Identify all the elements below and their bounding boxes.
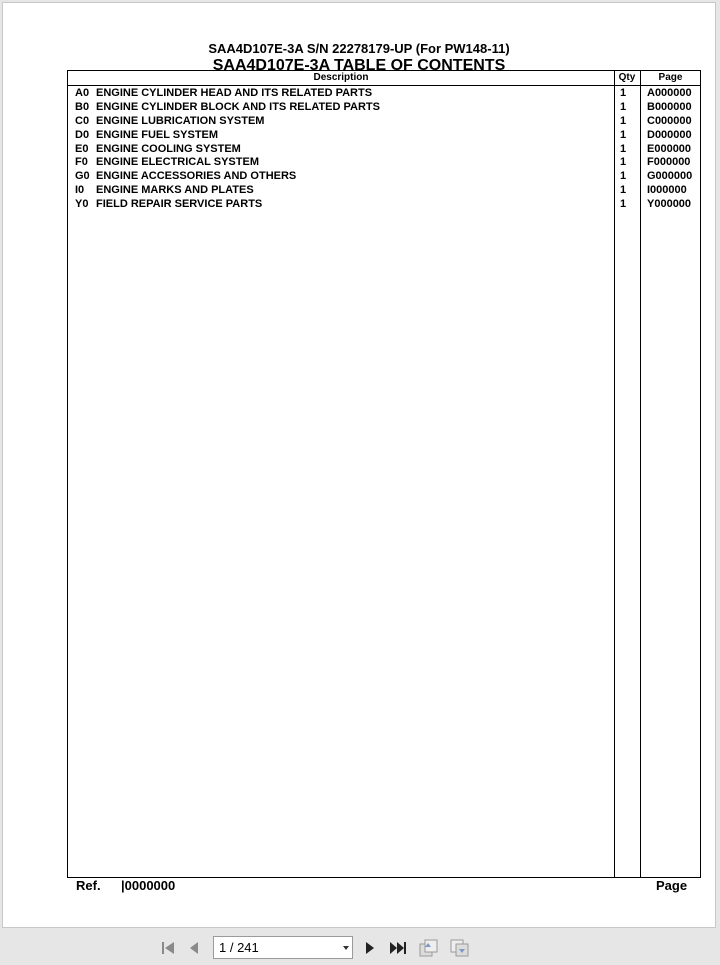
row-description: ENGINE LUBRICATION SYSTEM — [96, 114, 265, 127]
table-row[interactable] — [68, 156, 700, 170]
toc-table — [67, 70, 701, 878]
table-row[interactable] — [68, 170, 700, 184]
table-row[interactable] — [68, 198, 700, 212]
row-qty: 1 — [620, 156, 627, 169]
pdf-navigation-toolbar — [0, 930, 720, 965]
header-divider — [68, 85, 700, 86]
row-page: A000000 — [647, 87, 692, 99]
next-page-icon — [363, 940, 377, 956]
row-page: C000000 — [647, 114, 692, 127]
document-title: SAA4D107E-3A S/N 22278179-UP (For PW148-11) — [208, 41, 510, 56]
row-code: D0 — [75, 128, 90, 141]
row-description: ENGINE MARKS AND PLATES — [96, 184, 254, 197]
next-view-button[interactable] — [447, 936, 471, 960]
next-view-icon — [448, 938, 470, 958]
row-qty: 1 — [620, 114, 627, 127]
row-code: B0 — [75, 100, 90, 113]
last-page-button[interactable] — [386, 936, 410, 960]
row-code: Y0 — [75, 198, 89, 211]
row-page: F000000 — [647, 156, 691, 169]
row-code: E0 — [75, 142, 89, 155]
row-qty: 1 — [620, 142, 627, 155]
first-page-button[interactable] — [156, 936, 180, 960]
table-row[interactable] — [68, 129, 700, 143]
row-code: A0 — [75, 87, 90, 99]
row-page: G000000 — [647, 170, 693, 183]
last-page-icon — [388, 940, 408, 956]
row-qty: 1 — [620, 184, 627, 197]
ref-value: |0000000 — [121, 878, 176, 893]
row-description: ENGINE CYLINDER HEAD AND ITS RELATED PARTS — [96, 87, 373, 99]
table-row[interactable] — [68, 115, 700, 129]
row-code: F0 — [75, 156, 88, 169]
footer-page-label: Page — [656, 878, 688, 893]
row-description: ENGINE ELECTRICAL SYSTEM — [96, 156, 259, 169]
row-qty: 1 — [620, 170, 627, 183]
row-qty: 1 — [620, 128, 627, 141]
table-row[interactable] — [68, 184, 700, 198]
document-subtitle: SAA4D107E-3A TABLE OF CONTENTS — [212, 57, 506, 74]
previous-page-icon — [187, 940, 201, 956]
first-page-icon — [159, 940, 177, 956]
row-qty: 1 — [620, 87, 627, 99]
row-code: C0 — [75, 114, 90, 127]
qty-header: Qty — [618, 72, 636, 83]
previous-view-button[interactable] — [416, 936, 440, 960]
table-row[interactable] — [68, 101, 700, 115]
page-dropdown-icon — [343, 946, 349, 950]
row-description: FIELD REPAIR SERVICE PARTS — [96, 198, 263, 211]
row-page: B000000 — [647, 100, 692, 113]
row-page: E000000 — [647, 142, 692, 155]
row-code: G0 — [75, 170, 90, 183]
row-description: ENGINE CYLINDER BLOCK AND ITS RELATED PARTS — [96, 100, 380, 113]
description-header: Description — [313, 72, 369, 83]
page-number-text: 1 / 241 — [219, 940, 259, 955]
page-number-input[interactable] — [213, 936, 353, 959]
row-page: Y000000 — [647, 198, 692, 211]
row-code: I0 — [75, 184, 85, 197]
row-qty: 1 — [620, 100, 627, 113]
row-page: D000000 — [647, 128, 692, 141]
row-description: ENGINE COOLING SYSTEM — [96, 142, 241, 155]
table-row[interactable] — [68, 87, 700, 101]
toc-rows — [68, 87, 700, 212]
page-header: Page — [658, 72, 683, 83]
previous-page-button[interactable] — [182, 936, 206, 960]
row-qty: 1 — [620, 198, 627, 211]
previous-view-icon — [417, 938, 439, 958]
ref-label: Ref. — [76, 878, 101, 893]
row-description: ENGINE ACCESSORIES AND OTHERS — [96, 170, 297, 183]
next-page-button[interactable] — [358, 936, 382, 960]
row-page: I000000 — [647, 184, 687, 197]
row-description: ENGINE FUEL SYSTEM — [96, 128, 219, 141]
table-row[interactable] — [68, 143, 700, 157]
